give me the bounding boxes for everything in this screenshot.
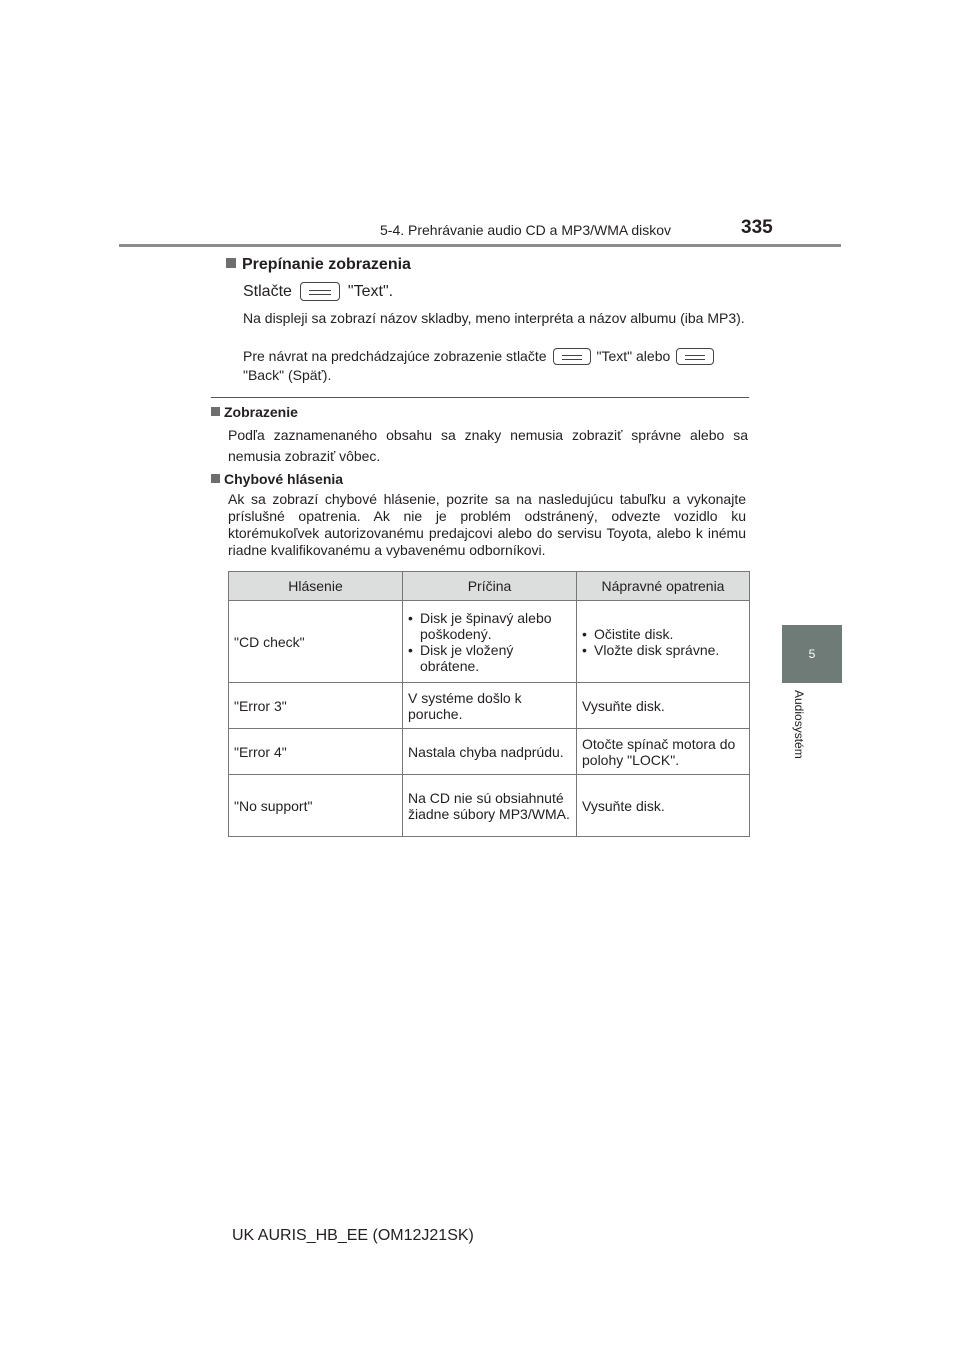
note-return	[243, 347, 747, 385]
heading-text: Zobrazenie	[224, 404, 298, 420]
table-row	[229, 729, 750, 775]
heading-square-icon	[211, 407, 220, 416]
errors-text: Ak sa zobrazí chybové hlásenie, pozrite sa na nasledujúcu tabuľku a vykonajte príslušné opatrenia. Ak nie je problém odstránený, odvezte vozidlo ku ktorémukoľvek autorizovanému predajcovi alebo do servisu Toyota, alebo k inému riadne kvalifikovanému a vybavenému odborníkovi.	[228, 491, 746, 558]
running-header-section: 5-4. Prehrávanie audio CD a MP3/WMA diskov	[380, 222, 672, 238]
cell-cause: Nastala chyba nadprúdu.	[403, 729, 577, 775]
cell-message: "Error 4"	[229, 729, 403, 775]
display-text: Podľa zaznamenaného obsahu sa znaky nemusia zobraziť správne alebo sa nemusia zobraziť vôbec.	[228, 427, 748, 464]
chapter-label: Audiosystém	[792, 690, 806, 759]
cell-remedy: Vysuňte disk.	[577, 683, 750, 729]
error-table	[228, 571, 750, 837]
list-item: • Vložte disk správne.	[582, 641, 720, 658]
note-display: Na displeji sa zobrazí názov skladby, meno interpréta a názov albumu (iba MP3).	[243, 310, 745, 326]
cell-remedy: Otočte spínač motora do polohy "LOCK".	[577, 729, 750, 775]
cell-cause: V systéme došlo k poruche.	[403, 683, 577, 729]
heading-text: Chybové hlásenia	[224, 471, 344, 487]
step-suffix: "Text".	[347, 282, 394, 300]
cell-message: "Error 3"	[229, 683, 403, 729]
section-divider	[211, 397, 749, 398]
chapter-tab	[782, 625, 842, 683]
steering-button-icon	[676, 348, 714, 365]
note-return-part2: "Text" alebo	[596, 348, 671, 364]
cell-cause	[403, 601, 577, 683]
steering-button-icon	[553, 348, 591, 365]
column-header: Hlásenie	[229, 572, 403, 601]
cell-cause: Na CD nie sú obsiahnuté žiadne súbory MP3/WMA.	[403, 775, 577, 837]
column-header: Príčina	[403, 572, 577, 601]
column-header: Nápravné opatrenia	[577, 572, 750, 601]
document-code: UK AURIS_HB_EE (OM12J21SK)	[232, 1227, 474, 1244]
section-heading-display-switch	[226, 256, 411, 274]
table-header-row	[229, 572, 750, 601]
list-item: • Disk je vložený obrátene.	[408, 641, 514, 674]
steering-button-icon	[300, 282, 340, 301]
table-row	[229, 775, 750, 837]
list-item: • Očistite disk.	[582, 625, 674, 642]
list-item: • Disk je špinavý alebo poškodený.	[408, 609, 552, 642]
heading-square-icon	[211, 474, 220, 483]
step-instruction	[243, 282, 393, 301]
cell-message: "No support"	[229, 775, 403, 837]
step-prefix: Stlačte	[243, 282, 292, 300]
table-row	[229, 683, 750, 729]
cell-message: "CD check"	[229, 601, 403, 683]
subheading-display	[211, 404, 298, 420]
heading-square-icon	[226, 258, 236, 268]
cell-remedy: Vysuňte disk.	[577, 775, 750, 837]
table-row	[229, 601, 750, 683]
note-return-part1: Pre návrat na predchádzajúce zobrazenie stlačte	[243, 348, 547, 364]
subheading-errors	[211, 471, 343, 487]
heading-text: Prepínanie zobrazenia	[242, 256, 411, 273]
page-number: 335	[741, 217, 773, 238]
note-return-part3: "Back" (Späť).	[243, 367, 332, 383]
header-rule	[119, 244, 841, 247]
chapter-number: 5	[808, 647, 816, 661]
cell-remedy	[577, 601, 750, 683]
